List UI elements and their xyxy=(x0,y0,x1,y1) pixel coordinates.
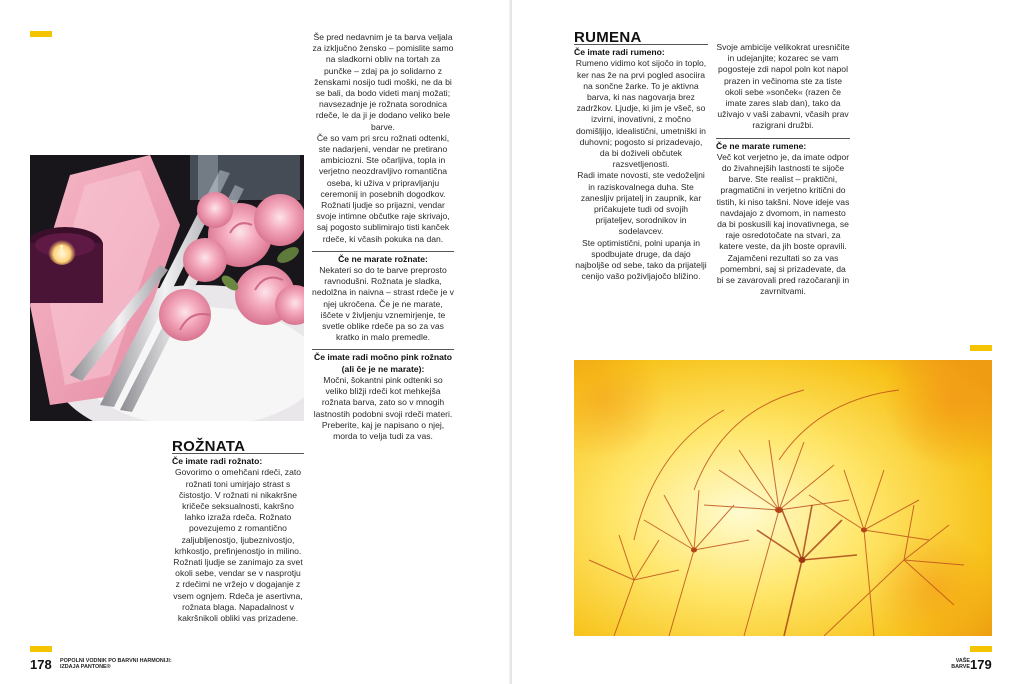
yellow-second-column xyxy=(716,42,850,297)
running-footer-right-line-1: VAŠE xyxy=(955,658,970,664)
running-footer-right xyxy=(942,658,970,671)
like-yellow-heading: Če imate radi rumeno: xyxy=(574,47,665,58)
section-title-yellow: RUMENA xyxy=(574,32,708,45)
dislike-pink-text: Nekateri so do te barve preprosto ravnodušni. Rožnata je sladka, nedolžna in naivna – strast rdeče je v njej ukročena. Če je ne marate, iščete v življenju vznemirjenje, te svetle oblike rdeče pa so za vas kratko in malo premedle. xyxy=(312,265,454,343)
intro-paragraph-1: Še pred nedavnim je ta barva veljala za izključno žensko – pomislite samo na sladkorni obliv na tortah za punčke – zdaj pa jo solidarno z ženskami nosijo tudi moški, ne da bi se bali, da bodo videti manj možati; navsezadnje je rožnata sorodnica rdeče, le da ji je dodano veliko bele barve. xyxy=(312,32,454,132)
strong-pink-heading: Če imate radi močno pink rožnato (ali če je ne marate): xyxy=(314,352,452,374)
dandelion-seeds-yellow-photo xyxy=(574,360,992,636)
right-page xyxy=(512,0,1024,684)
intro-paragraph-2: Če so vam pri srcu rožnati odtenki, ste nadarjeni, vendar ne pretirano ambiciozni. Ste očarljiva, topla in verjetno neozdravljivo romantična oseba, ki uživa v pripravljanju ceremonij in posebnih dogodkov. Rožnati ljudje so prijazni, vendar svoje intimne občutke raje skrivajo, saj pogosto sublimirajo tisti kanček rdeče, ki včasih pokuka na dan. xyxy=(316,132,450,244)
page-number-left: 178 xyxy=(30,657,52,672)
dislike-yellow-heading: Če ne marate rumene: xyxy=(716,140,807,151)
like-yellow-paragraph-2: Radi imate novosti, ste vedoželjni in raziskovalnega duha. Ste zanesljiv prijatelj in zaupnik, kar pričakujete tudi od svojih prijateljev, sorodnikov in sodelavcev. xyxy=(577,170,705,237)
dislike-pink-heading: Če ne marate rožnate: xyxy=(338,253,428,264)
like-pink-heading: Če imate radi rožnato: xyxy=(172,456,263,467)
strong-pink-text: Močni, šokantni pink odtenki so veliko bližji rdeči kot mehkejša rožnata barva, zato so v mnogih lastnostih podobni svoji rdeči materi. Preberite, kaj je napisano o njej, morda to velja tudi za vas. xyxy=(313,374,453,441)
running-footer-line-1: POPOLNI VODNIK PO BARVNI HARMONIJI: xyxy=(60,658,172,664)
running-footer-left xyxy=(60,658,190,671)
like-yellow-paragraph-1: Rumeno vidimo kot sijočo in toplo, ker nas že na prvi pogled asociira na sončne žarke. To je aktivna barva, ki nas nagovarja brez zadržkov. Ljudje, ki jim je všeč, so izvirni, inovativni, z močno domišljijo, idealistični, umetniški in duhovni; pogosto si prizadevajo, da bi doživeli občutek razsvetljenosti. xyxy=(575,58,707,170)
accent-marker xyxy=(30,31,52,37)
section-title-pink: ROŽNATA xyxy=(172,441,304,454)
footer-accent-marker-right xyxy=(970,646,992,652)
footer-accent-marker xyxy=(30,646,52,652)
dislike-yellow-text: Več kot verjetno je, da imate odpor do živahnejših lastnosti te sijoče barve. Ste realist – praktični, pragmatični in verjetno kritični do tistih, ki niso takšni. Nove ideje vas navdajajo z dvomom, in namesto da bi poskusili kaj inovativnega, se raje osredotočate na stvari, za katere veste, da jih boste opravili. Zajamčeni rezultati so za vas pomembni, saj si prizadevate, da bi se zavarovali pred razočaranji in zavrnitvami. xyxy=(716,151,850,297)
intro-column xyxy=(312,32,454,442)
ambition-text: Svoje ambicije velikokrat uresničite in udejanjite; kozarec se vam pogosteje zdi napol poln kot napol prazen in večinoma ste za tiste okoli sebe »sonček« (razen če imate zares slab dan), tako da uživajo v vaši zabavni, včasih prav razigrani družbi. xyxy=(716,42,850,131)
yellow-section xyxy=(574,29,708,282)
dislike-pink-block xyxy=(312,251,454,344)
like-pink-text: Govorimo o omehčani rdeči, zato rožnati toni umirjajo strast s čistostjo. V rožnati ni nikakršne kričeče seksualnosti, kakršno lahko izraža rdeča. Rožnato povezujemo z romantično zaljubljenostjo, ljubeznivostjo, krhkostjo, prefinjenostjo in milino. Rožnati ljudje se zanimajo za svet okoli sebe, vendar se v nasprotju z rdečimi ne vržejo v dogajanje z vsem ognjem. Rdeča je asertivna, rožnata blaga. Napadalnost v kakršnikoli obliki vas prizadene. xyxy=(173,467,303,624)
running-footer-right-line-2: BARVE xyxy=(951,664,970,671)
dislike-yellow-block xyxy=(716,138,850,298)
strong-pink-block xyxy=(312,349,454,442)
roses-table-setting-photo xyxy=(30,155,304,421)
page-number-right: 179 xyxy=(970,657,992,672)
running-footer-line-2: IZDAJA PANTONE® xyxy=(60,664,111,671)
pink-section xyxy=(172,438,304,624)
like-yellow-paragraph-3: Ste optimistični, polni upanja in spodbujate druge, da dajo najboljše od sebe, tako da prijatelji cenijo vašo poživljajočo bližino. xyxy=(575,237,707,282)
accent-marker-right xyxy=(970,345,992,351)
